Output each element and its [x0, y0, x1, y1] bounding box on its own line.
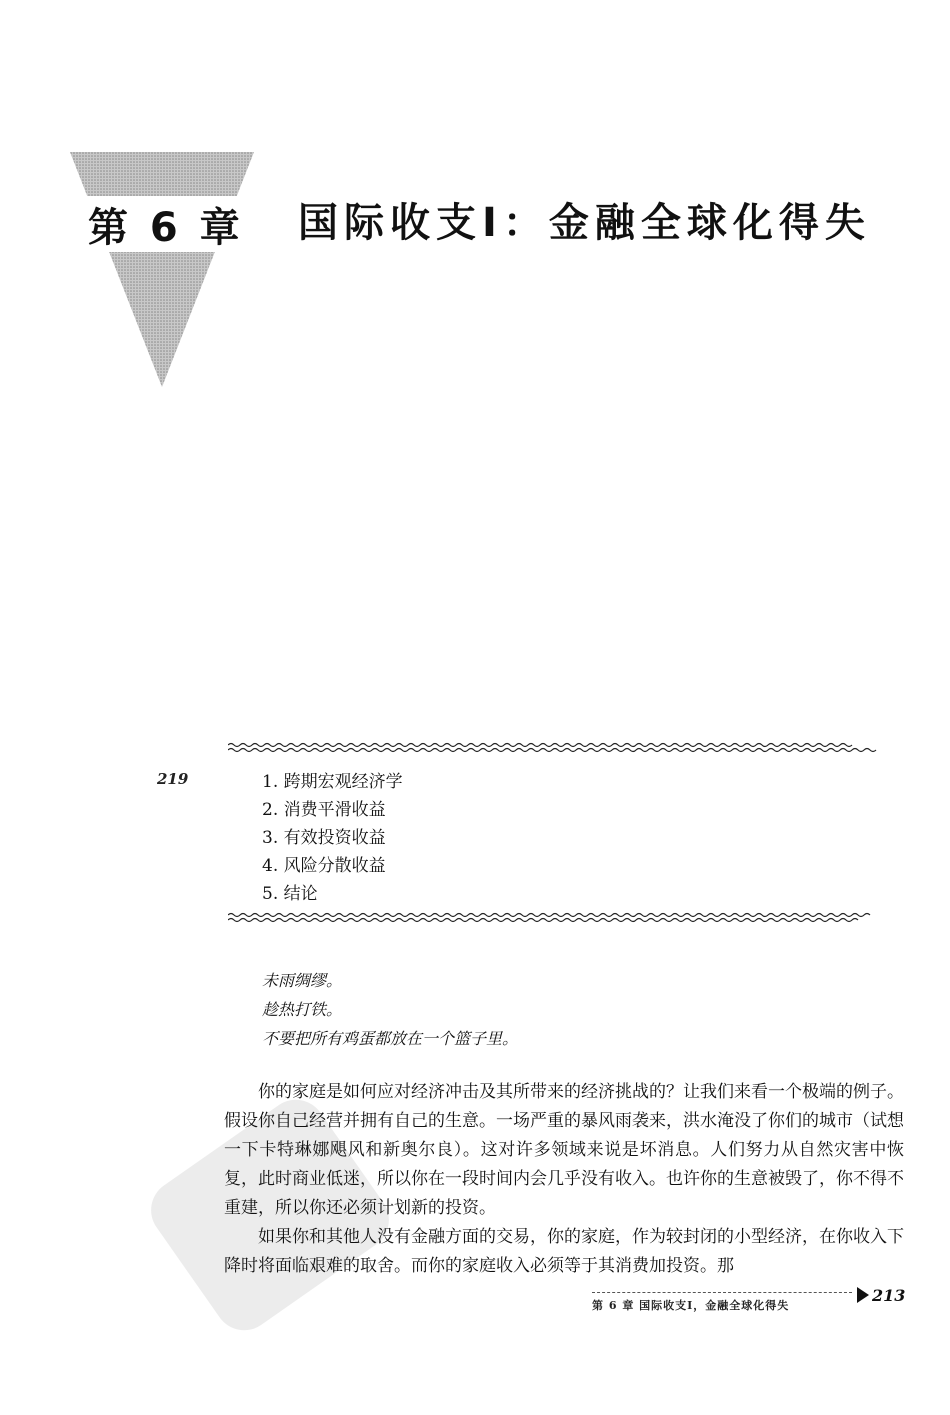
triangle-right-icon [857, 1287, 869, 1303]
epigraph-line: 不要把所有鸡蛋都放在一个篮子里。 [262, 1029, 519, 1048]
chapter-outline [262, 768, 403, 908]
outline-bottom-divider [228, 912, 900, 924]
footer-rule [592, 1292, 852, 1293]
chapter-triangle-ornament [70, 152, 254, 387]
original-page-number: 219 [157, 770, 189, 788]
epigraph [262, 966, 518, 1053]
page-number: 213 [872, 1286, 906, 1305]
outline-item: 1. 跨期宏观经济学 [262, 772, 403, 792]
outline-item: 2. 消费平滑收益 [262, 800, 386, 820]
body-text [224, 1078, 904, 1281]
paragraph: 如果你和其他人没有金融方面的交易，你的家庭，作为较封闭的小型经济，在你收入下降时将面临艰难的取舍。而你的家庭收入必须等于其消费加投资。那 [224, 1227, 904, 1276]
epigraph-line: 未雨绸缪。 [262, 971, 343, 990]
running-footer: 第 6 章 国际收支Ⅰ，金融全球化得失 [592, 1299, 790, 1312]
chapter-title: 国际收支Ⅰ：金融全球化得失 [298, 200, 871, 246]
chapter-number: 第 6 章 [88, 205, 244, 251]
epigraph-line: 趁热打铁。 [262, 1000, 343, 1019]
outline-item: 4. 风险分散收益 [262, 856, 386, 876]
paragraph: 你的家庭是如何应对经济冲击及其所带来的经济挑战的？让我们来看一个极端的例子。假设你自己经营并拥有自己的生意。一场严重的暴风雨袭来，洪水淹没了你们的城市（试想一下卡特琳娜飓风和新奥尔良）。这对许多领域来说是坏消息。人们努力从自然灾害中恢复，此时商业低迷，所以你在一段时间内会几乎没有收入。也许你的生意被毁了，你不得不重建，所以你还必须计划新的投资。 [224, 1082, 904, 1218]
outline-top-divider [228, 742, 900, 754]
outline-item: 5. 结论 [262, 884, 318, 904]
outline-item: 3. 有效投资收益 [262, 828, 386, 848]
